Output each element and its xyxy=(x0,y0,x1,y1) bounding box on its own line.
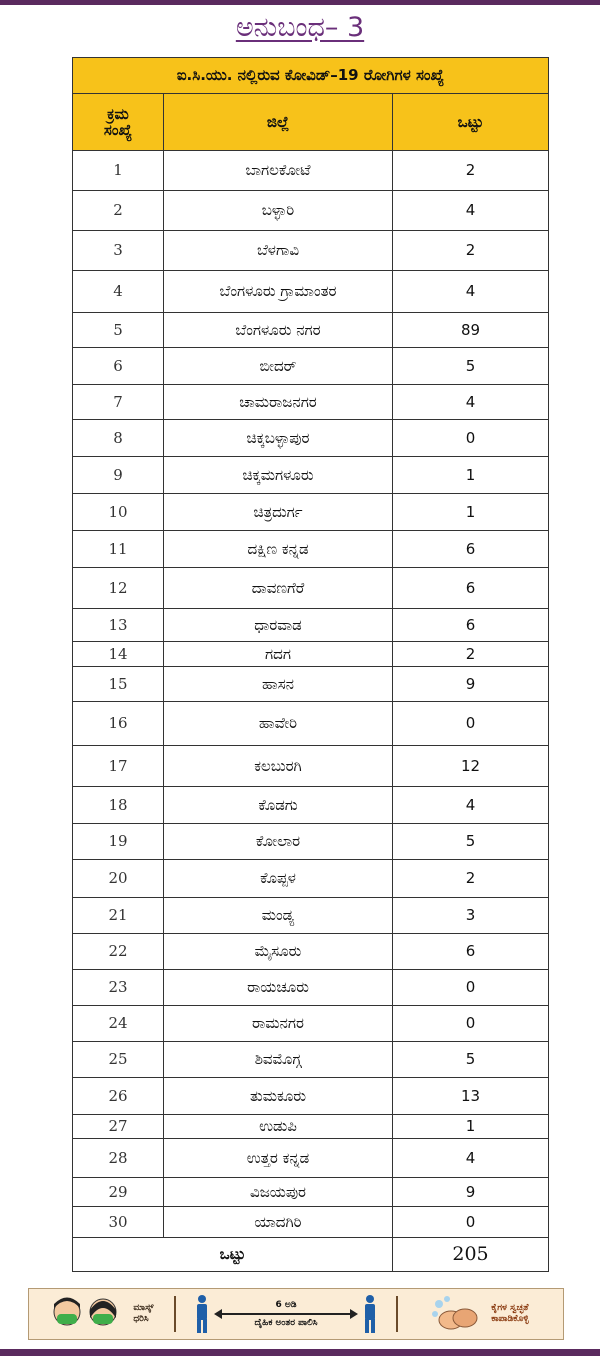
table-row xyxy=(73,642,549,667)
row-count: 6 xyxy=(393,531,549,568)
row-district: ಕಲಬುರಗಿ xyxy=(164,746,393,787)
row-count: 4 xyxy=(393,1139,549,1178)
table-row xyxy=(73,231,549,271)
row-count: 12 xyxy=(393,746,549,787)
row-district: ಬಾಗಲಕೋಟೆ xyxy=(164,151,393,191)
row-count: 2 xyxy=(393,860,549,898)
row-count: 0 xyxy=(393,420,549,457)
row-district: ಚಿಕ್ಕಬಳ್ಳಾಪುರ xyxy=(164,420,393,457)
table-row xyxy=(73,1078,549,1115)
row-count: 4 xyxy=(393,787,549,824)
table-row xyxy=(73,1042,549,1078)
table-row xyxy=(73,348,549,385)
row-number: 7 xyxy=(73,385,164,420)
row-number: 18 xyxy=(73,787,164,824)
table-row xyxy=(73,568,549,609)
row-count: 6 xyxy=(393,609,549,642)
row-district: ವಿಜಯಪುರ xyxy=(164,1178,393,1207)
table-caption: ಐ.ಸಿ.ಯು. ನಲ್ಲಿರುವ ಕೋವಿಡ್–19 ರೋಗಿಗಳ ಸಂಖ್ಯೆ xyxy=(73,58,549,94)
table-row xyxy=(73,420,549,457)
row-district: ಬೆಂಗಳೂರು ನಗರ xyxy=(164,313,393,348)
row-number: 13 xyxy=(73,609,164,642)
header-serial xyxy=(73,94,164,151)
row-count: 4 xyxy=(393,271,549,313)
table-row xyxy=(73,702,549,746)
mask-section xyxy=(29,1289,174,1339)
total-label: ಒಟ್ಟು xyxy=(73,1238,393,1272)
row-district: ತುಮಕೂರು xyxy=(164,1078,393,1115)
row-number: 26 xyxy=(73,1078,164,1115)
row-count: 2 xyxy=(393,642,549,667)
row-number: 6 xyxy=(73,348,164,385)
row-number: 29 xyxy=(73,1178,164,1207)
row-number: 9 xyxy=(73,457,164,494)
row-district: ರಾಯಚೂರು xyxy=(164,970,393,1006)
row-count: 89 xyxy=(393,313,549,348)
header-district: ಜಿಲ್ಲೆ xyxy=(164,94,393,151)
person-icon xyxy=(193,1294,211,1334)
row-count: 6 xyxy=(393,934,549,970)
table-row xyxy=(73,531,549,568)
row-count: 1 xyxy=(393,457,549,494)
row-district: ಬೆಂಗಳೂರು ಗ್ರಾಮಾಂತರ xyxy=(164,271,393,313)
row-number: 25 xyxy=(73,1042,164,1078)
row-count: 0 xyxy=(393,1006,549,1042)
masked-faces-icon xyxy=(49,1294,127,1334)
row-count: 0 xyxy=(393,970,549,1006)
row-number: 2 xyxy=(73,191,164,231)
row-number: 14 xyxy=(73,642,164,667)
row-count: 5 xyxy=(393,1042,549,1078)
row-number: 3 xyxy=(73,231,164,271)
table-row xyxy=(73,824,549,860)
total-value: 205 xyxy=(393,1238,549,1272)
table-row xyxy=(73,1139,549,1178)
bottom-border xyxy=(0,1349,600,1356)
row-district: ಚಾಮರಾಜನಗರ xyxy=(164,385,393,420)
table-row xyxy=(73,457,549,494)
page-title: ಅನುಬಂಧ– 3 xyxy=(235,12,365,43)
row-number: 5 xyxy=(73,313,164,348)
row-number: 12 xyxy=(73,568,164,609)
handwash-section xyxy=(398,1289,558,1339)
double-arrow-icon xyxy=(216,1313,356,1315)
row-district: ಉಡುಪಿ xyxy=(164,1115,393,1139)
row-district: ಚಿತ್ರದುರ್ಗ xyxy=(164,494,393,531)
row-number: 10 xyxy=(73,494,164,531)
row-count: 1 xyxy=(393,494,549,531)
row-count: 0 xyxy=(393,702,549,746)
row-number: 30 xyxy=(73,1207,164,1238)
table-row xyxy=(73,494,549,531)
row-number: 27 xyxy=(73,1115,164,1139)
row-count: 4 xyxy=(393,385,549,420)
table-row xyxy=(73,970,549,1006)
row-district: ಮಂಡ್ಯ xyxy=(164,898,393,934)
table-row xyxy=(73,313,549,348)
row-count: 2 xyxy=(393,231,549,271)
header-serial-line1: ಕ್ರಮ xyxy=(107,104,129,123)
row-count: 9 xyxy=(393,667,549,702)
row-number: 28 xyxy=(73,1139,164,1178)
table-row xyxy=(73,667,549,702)
table-row xyxy=(73,609,549,642)
row-district: ಶಿವಮೊಗ್ಗ xyxy=(164,1042,393,1078)
row-number: 1 xyxy=(73,151,164,191)
row-number: 24 xyxy=(73,1006,164,1042)
top-border xyxy=(0,0,600,5)
table-row xyxy=(73,1178,549,1207)
hands-line1: ಕೈಗಳ ಸ್ವಚ್ಛತೆ xyxy=(491,1303,529,1314)
row-district: ಉತ್ತರ ಕನ್ನಡ xyxy=(164,1139,393,1178)
table-body xyxy=(73,151,549,1238)
row-count: 6 xyxy=(393,568,549,609)
row-district: ಚಿಕ್ಕಮಗಳೂರು xyxy=(164,457,393,494)
row-number: 21 xyxy=(73,898,164,934)
row-count: 1 xyxy=(393,1115,549,1139)
row-number: 19 xyxy=(73,824,164,860)
row-district: ಮೈಸೂರು xyxy=(164,934,393,970)
table-row xyxy=(73,151,549,191)
row-district: ರಾಮನಗರ xyxy=(164,1006,393,1042)
table-row xyxy=(73,271,549,313)
row-number: 23 xyxy=(73,970,164,1006)
table-row xyxy=(73,1006,549,1042)
mask-line2: ಧರಿಸಿ xyxy=(133,1314,149,1324)
row-number: 11 xyxy=(73,531,164,568)
hands-line2: ಕಾಪಾಡಿಕೊಳ್ಳಿ xyxy=(491,1314,529,1324)
row-count: 4 xyxy=(393,191,549,231)
row-district: ಗದಗ xyxy=(164,642,393,667)
row-count: 2 xyxy=(393,151,549,191)
row-district: ದಾವಣಗೆರೆ xyxy=(164,568,393,609)
table-row xyxy=(73,787,549,824)
row-district: ಕೋಲಾರ xyxy=(164,824,393,860)
distance-section xyxy=(176,1289,396,1339)
row-district: ಬೆಳಗಾವಿ xyxy=(164,231,393,271)
row-district: ಬಳ್ಳಾರಿ xyxy=(164,191,393,231)
row-count: 13 xyxy=(393,1078,549,1115)
row-count: 5 xyxy=(393,348,549,385)
row-count: 9 xyxy=(393,1178,549,1207)
row-count: 0 xyxy=(393,1207,549,1238)
distance-bottom-label: ದೈಹಿಕ ಅಂತರ ಪಾಲಿಸಿ xyxy=(254,1318,318,1328)
table-row xyxy=(73,746,549,787)
row-number: 4 xyxy=(73,271,164,313)
table-row xyxy=(73,191,549,231)
row-district: ಹಾವೇರಿ xyxy=(164,702,393,746)
distance-top-label: 6 ಅಡಿ xyxy=(275,1300,297,1310)
table-row xyxy=(73,934,549,970)
row-number: 17 xyxy=(73,746,164,787)
icu-covid-table xyxy=(72,57,549,1272)
safety-banner xyxy=(28,1288,564,1340)
table-row xyxy=(73,1115,549,1139)
table-row xyxy=(73,898,549,934)
row-district: ಧಾರವಾಡ xyxy=(164,609,393,642)
row-district: ಕೊಪ್ಪಳ xyxy=(164,860,393,898)
row-district: ಹಾಸನ xyxy=(164,667,393,702)
row-district: ದಕ್ಷಿಣ ಕನ್ನಡ xyxy=(164,531,393,568)
row-number: 20 xyxy=(73,860,164,898)
row-number: 22 xyxy=(73,934,164,970)
header-serial-line2: ಸಂಖ್ಯೆ xyxy=(103,121,133,139)
row-number: 8 xyxy=(73,420,164,457)
row-district: ಬೀದರ್ xyxy=(164,348,393,385)
header-total: ಒಟ್ಟು xyxy=(393,94,549,151)
distance-indicator xyxy=(211,1294,361,1334)
table-row xyxy=(73,1207,549,1238)
table-row xyxy=(73,385,549,420)
handwash-icon xyxy=(427,1294,483,1334)
row-number: 15 xyxy=(73,667,164,702)
row-number: 16 xyxy=(73,702,164,746)
row-district: ಯಾದಗಿರಿ xyxy=(164,1207,393,1238)
table-row xyxy=(73,860,549,898)
row-count: 3 xyxy=(393,898,549,934)
person-icon xyxy=(361,1294,379,1334)
row-count: 5 xyxy=(393,824,549,860)
mask-line1: ಮಾಸ್ಕ್ xyxy=(133,1303,154,1314)
row-district: ಕೊಡಗು xyxy=(164,787,393,824)
